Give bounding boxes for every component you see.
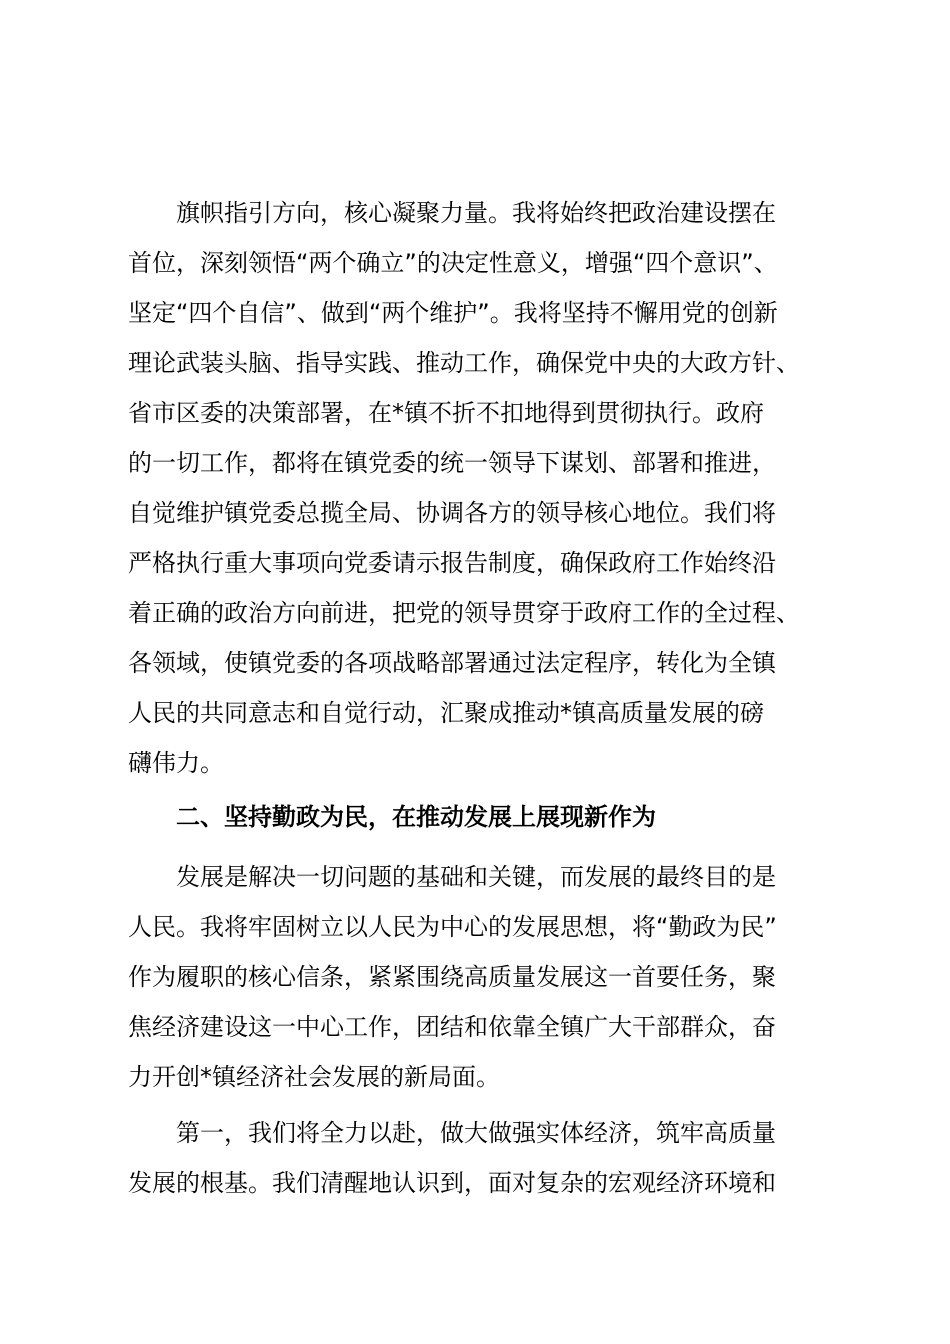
text-line: 人民。我将牢固树立以人民为中心的发展思想，将“勤政为民” <box>128 913 777 941</box>
text-line: 力开创*镇经济社会发展的新局面。 <box>128 1063 500 1091</box>
section-heading: 二、坚持勤政为民，在推动发展上展现新作为 <box>176 803 656 831</box>
text-line: 旗帜指引方向，核心凝聚力量。我将始终把政治建设摆在 <box>176 199 776 227</box>
text-line: 人民的共同意志和自觉行动，汇聚成推动*镇高质量发展的磅 <box>128 699 764 727</box>
text-line: 各领域，使镇党委的各项战略部署通过法定程序，转化为全镇 <box>128 649 776 677</box>
text-line: 首位，深刻领悟“两个确立”的决定性意义，增强“四个意识”、 <box>128 249 778 277</box>
text-line: 理论武装头脑、指导实践、推动工作，确保党中央的大政方针、 <box>128 349 800 377</box>
text-line: 礴伟力。 <box>128 749 224 777</box>
text-line: 作为履职的核心信条，紧紧围绕高质量发展这一首要任务，聚 <box>128 963 776 991</box>
text-line: 焦经济建设这一中心工作，团结和依靠全镇广大干部群众，奋 <box>128 1013 776 1041</box>
text-line: 发展是解决一切问题的基础和关键，而发展的最终目的是 <box>176 863 776 891</box>
text-line: 自觉维护镇党委总揽全局、协调各方的领导核心地位。我们将 <box>128 499 776 527</box>
text-line: 省市区委的决策部署，在*镇不折不扣地得到贯彻执行。政府 <box>128 399 764 427</box>
text-line: 发展的根基。我们清醒地认识到，面对复杂的宏观经济环境和 <box>128 1169 776 1197</box>
text-line: 严格执行重大事项向党委请示报告制度，确保政府工作始终沿 <box>128 549 776 577</box>
text-line: 的一切工作，都将在镇党委的统一领导下谋划、部署和推进， <box>128 449 776 477</box>
text-line: 第一，我们将全力以赴，做大做强实体经济，筑牢高质量 <box>176 1119 776 1147</box>
text-line: 坚定“四个自信”、做到“两个维护”。我将坚持不懈用党的创新 <box>128 299 778 327</box>
text-line: 着正确的政治方向前进，把党的领导贯穿于政府工作的全过程、 <box>128 599 800 627</box>
